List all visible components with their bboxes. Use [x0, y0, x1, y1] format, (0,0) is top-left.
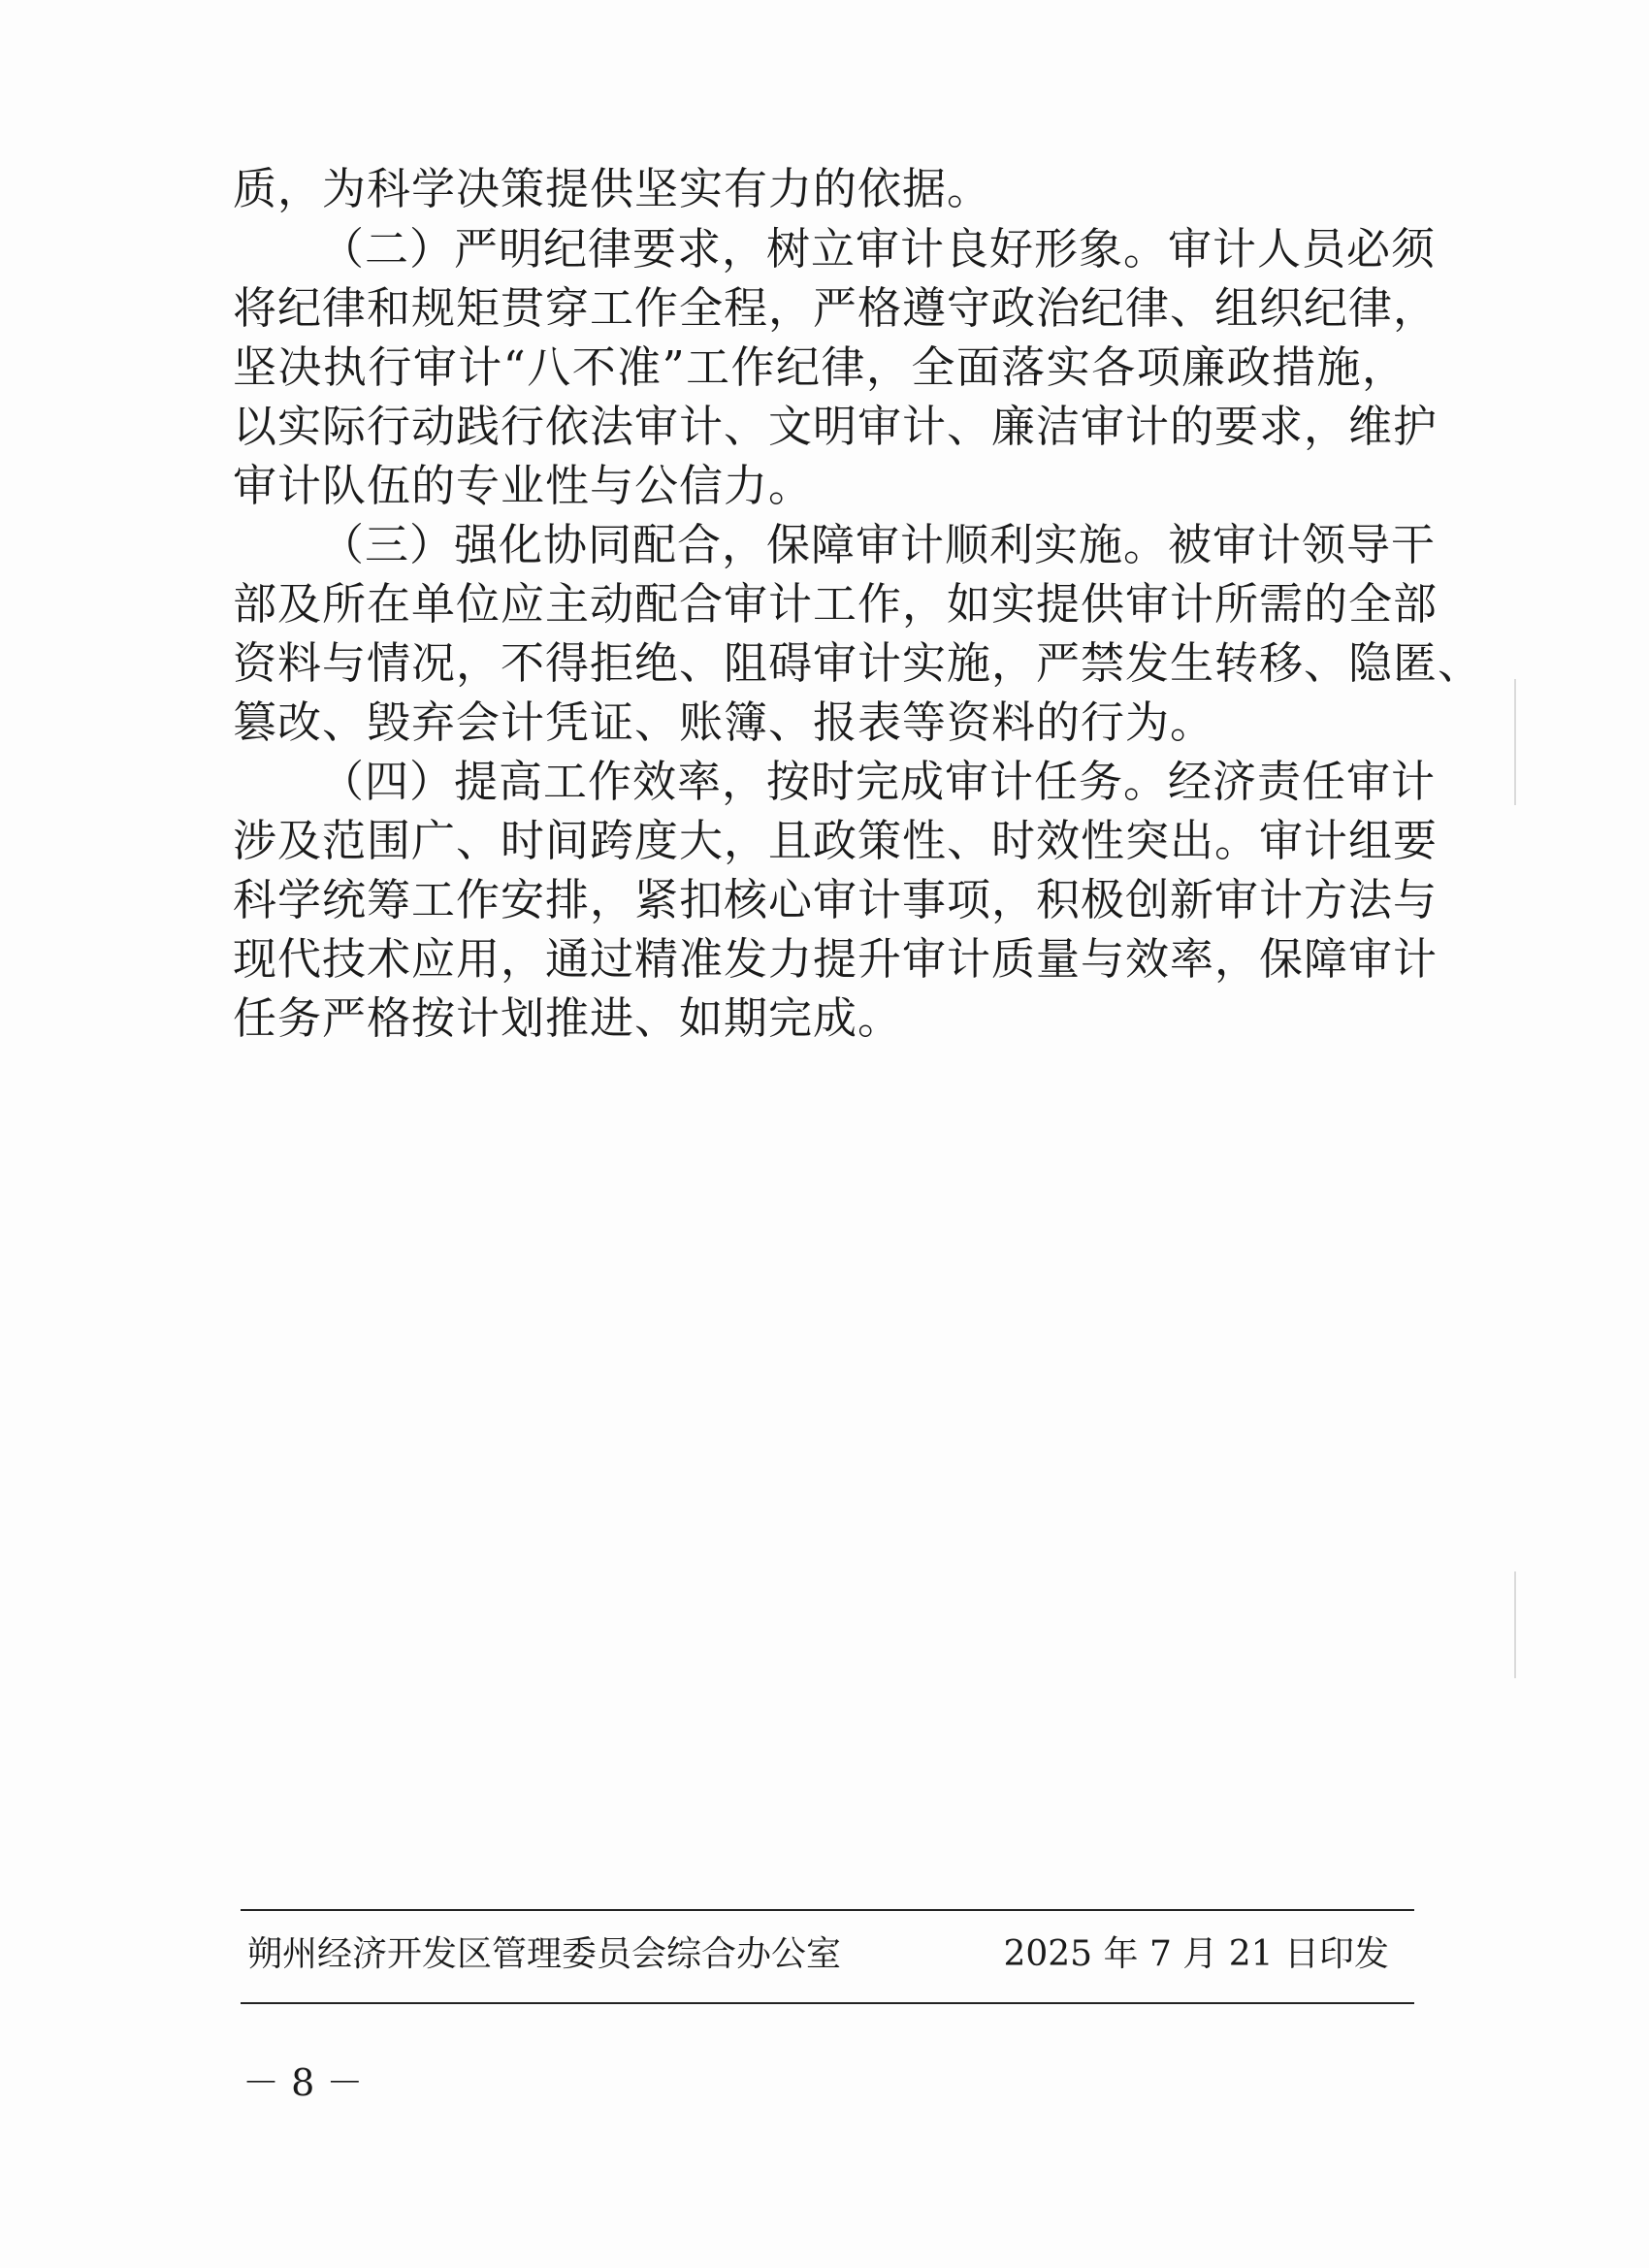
text-line: 坚决执行审计“八不准”工作纪律，全面落实各项廉政措施， — [233, 341, 1406, 393]
text-line: 现代技术应用，通过精准发力提升审计质量与效率，保障审计 — [233, 933, 1439, 985]
section-heading-line: （二）严明纪律要求，树立审计良好形象。审计人员必须 — [320, 223, 1437, 275]
text-line: 资料与情况，不得拒绝、阻碍审计实施，严禁发生转移、隐匿、 — [233, 637, 1483, 689]
section-heading-line: （三）强化协同配合，保障审计顺利实施。被审计领导干 — [320, 519, 1437, 570]
page-number: － 8 － — [242, 2061, 364, 2104]
text-line: 任务严格按计划推进、如期完成。 — [233, 992, 903, 1044]
text-line: 审计队伍的专业性与公信力。 — [233, 460, 814, 511]
scan-artifact — [1514, 1571, 1516, 1678]
section-heading-line: （四）提高工作效率，按时完成审计任务。经济责任审计 — [320, 756, 1437, 807]
text-line: 篡改、毁弃会计凭证、账簿、报表等资料的行为。 — [233, 697, 1215, 748]
text-line: 质，为科学决策提供坚实有力的依据。 — [233, 163, 992, 214]
text-line: 科学统筹工作安排，紧扣核心审计事项，积极创新审计方法与 — [233, 874, 1439, 925]
text-line: 部及所在单位应主动配合审计工作，如实提供审计所需的全部 — [233, 578, 1439, 630]
footer-bottom-rule — [241, 2002, 1414, 2004]
text-line: 将纪律和规矩贯穿工作全程，严格遵守政治纪律、组织纪律， — [233, 282, 1439, 334]
issuer-name: 朔州经济开发区管理委员会综合办公室 — [247, 1934, 842, 1974]
footer-top-rule — [241, 1909, 1414, 1911]
text-line: 涉及范围广、时间跨度大，且政策性、时效性突出。审计组要 — [233, 815, 1439, 866]
issue-date: 2025 年 7 月 21 日印发 — [1003, 1934, 1389, 1974]
scan-artifact — [1514, 679, 1516, 805]
text-line: 以实际行动践行依法审计、文明审计、廉洁审计的要求，维护 — [233, 401, 1439, 452]
